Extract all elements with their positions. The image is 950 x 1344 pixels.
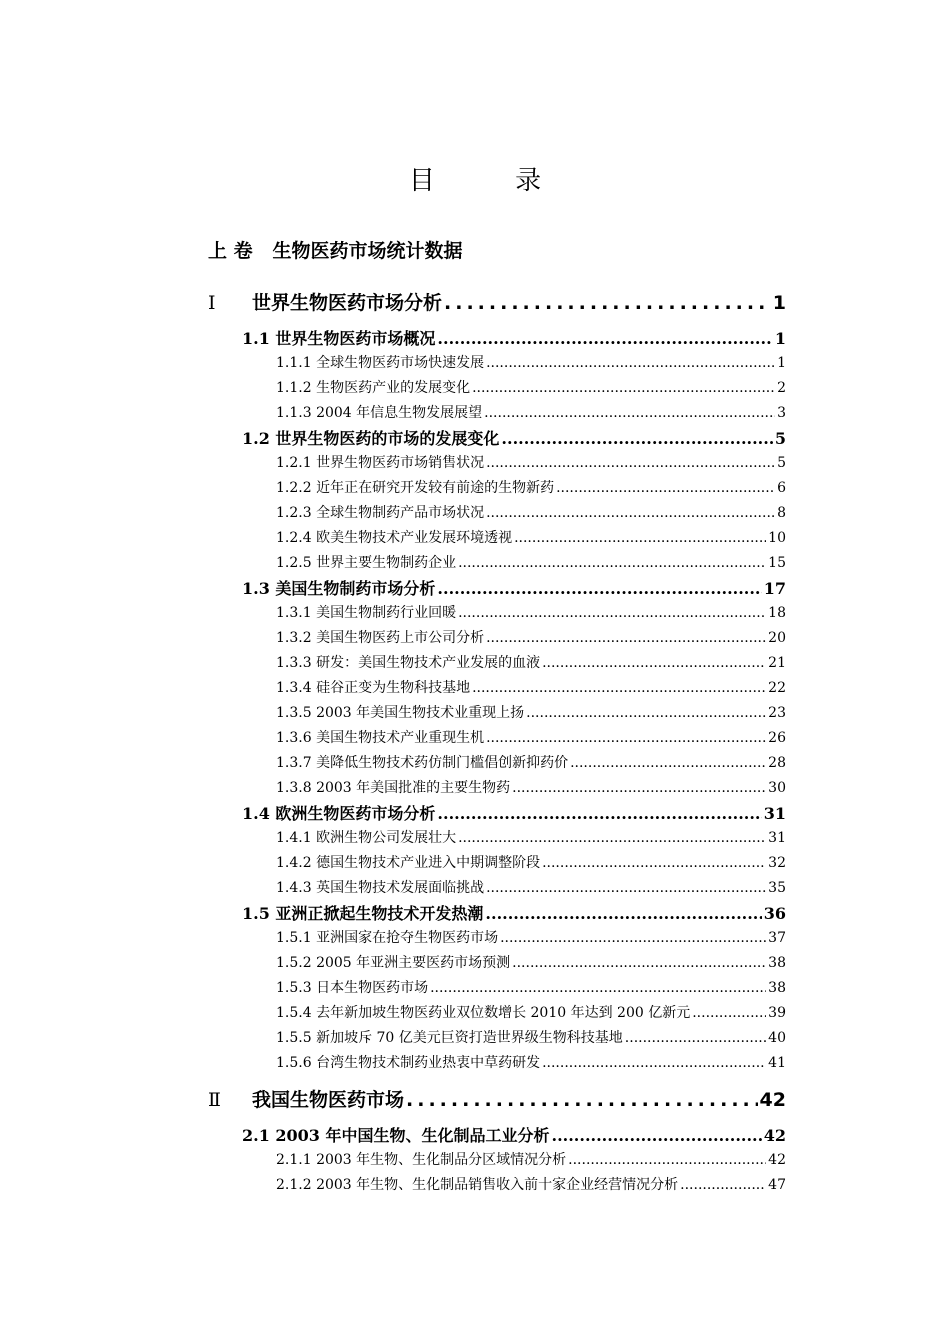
leader-dots [430, 980, 766, 996]
toc-section-label: 2.1 2003 年中国生物、生化制品工业分析 [242, 1126, 550, 1145]
toc-item[interactable] [276, 877, 786, 897]
toc-item-label: 2.1.2 2003 年生物、生化制品销售收入前十家企业经营情况分析 [276, 1177, 679, 1193]
toc-section-page: 5 [774, 429, 786, 448]
toc-item-page: 21 [768, 655, 786, 671]
toc-item-page: 38 [768, 980, 786, 996]
toc-section-label: 1.3 美国生物制药市场分析 [242, 579, 436, 598]
volume-heading: 上 卷 生物医药市场统计数据 [208, 240, 463, 262]
toc-item-label: 1.3.6 美国生物技术产业重现生机 [276, 730, 485, 746]
toc-section-page: 36 [763, 904, 786, 923]
toc-item-label: 1.2.3 全球生物制药产品市场状况 [276, 505, 485, 521]
toc-item[interactable] [276, 752, 786, 772]
toc-item-page: 2 [777, 380, 786, 396]
toc-section-label: 1.1 世界生物医药市场概况 [242, 329, 436, 348]
toc-item[interactable] [276, 727, 786, 747]
toc-chapter-label: Ⅰ 世界生物医药市场分析 [208, 292, 443, 314]
toc-item[interactable] [276, 927, 786, 947]
toc-section-label: 1.5 亚洲正掀起生物技术开发热潮 [242, 904, 484, 923]
toc-section-label: 1.4 欧洲生物医药市场分析 [242, 804, 436, 823]
toc-item-label: 1.2.5 世界主要生物制药企业 [276, 555, 457, 571]
toc-section-page: 17 [763, 579, 786, 598]
toc-item-label: 1.3.7 美降低生物技术药仿制门槛倡创新抑药价 [276, 755, 569, 771]
leader-dots [542, 855, 766, 871]
toc-item-label: 1.1.1 全球生物医药市场快速发展 [276, 355, 485, 371]
toc-item-page: 10 [768, 530, 786, 546]
toc-item-page: 23 [768, 705, 786, 721]
toc-section-page: 1 [774, 329, 786, 348]
leader-dots [542, 655, 766, 671]
toc-section[interactable] [242, 901, 786, 924]
toc-item-page: 32 [768, 855, 786, 871]
toc-item[interactable] [276, 477, 786, 497]
leader-dots [458, 830, 766, 846]
toc-item[interactable] [276, 402, 786, 422]
toc-item-page: 42 [768, 1152, 786, 1168]
toc-item-page: 22 [768, 680, 786, 696]
toc-section-page: 42 [763, 1126, 786, 1145]
toc-item-page: 30 [768, 780, 786, 796]
leader-dots [486, 505, 775, 521]
toc-section[interactable] [242, 576, 786, 599]
toc-item-page: 18 [768, 605, 786, 621]
toc-item-label: 1.2.4 欧美生物技术产业发展环境透视 [276, 530, 513, 546]
toc-item-label: 1.5.2 2005 年亚洲主要医药市场预测 [276, 955, 511, 971]
toc-item-page: 40 [768, 1030, 786, 1046]
toc-chapter-label: Ⅱ 我国生物医药市场 [208, 1089, 405, 1111]
toc-item-page: 6 [777, 480, 786, 496]
toc-item-label: 1.4.1 欧洲生物公司发展壮大 [276, 830, 457, 846]
leader-dots [472, 380, 775, 396]
toc-item-page: 3 [777, 405, 786, 421]
toc-item-label: 1.3.2 美国生物医药上市公司分析 [276, 630, 485, 646]
leader-dots [514, 530, 766, 546]
toc-item[interactable] [276, 677, 786, 697]
leader-dots [485, 904, 761, 923]
leader-dots [458, 555, 766, 571]
toc-item-page: 20 [768, 630, 786, 646]
leader-dots [444, 292, 771, 314]
toc-item-page: 47 [768, 1177, 786, 1193]
toc-item[interactable] [276, 527, 786, 547]
leader-dots [526, 705, 766, 721]
leader-dots [568, 1152, 766, 1168]
leader-dots [500, 930, 766, 946]
toc-item-label: 1.5.3 日本生物医药市场 [276, 980, 429, 996]
toc-item[interactable] [276, 652, 786, 672]
leader-dots [570, 755, 766, 771]
toc-item-label: 1.5.5 新加坡斥 70 亿美元巨资打造世界级生物科技基地 [276, 1030, 623, 1046]
toc-item-page: 26 [768, 730, 786, 746]
toc-item-label: 1.5.1 亚洲国家在抢夺生物医药市场 [276, 930, 499, 946]
toc-item-label: 1.5.6 台湾生物技术制药业热衷中草药研发 [276, 1055, 541, 1071]
toc-item-page: 37 [768, 930, 786, 946]
toc-item[interactable] [276, 702, 786, 722]
toc-item[interactable] [276, 852, 786, 872]
toc-item-label: 1.1.3 2004 年信息生物发展展望 [276, 405, 483, 421]
toc-item-label: 2.1.1 2003 年生物、生化制品分区域情况分析 [276, 1152, 567, 1168]
toc-item-page: 1 [777, 355, 786, 371]
toc-item[interactable] [276, 377, 786, 397]
chapter-numeral: Ⅰ [208, 292, 216, 314]
leader-dots [680, 1177, 766, 1193]
toc-item-label: 1.3.1 美国生物制药行业回暖 [276, 605, 457, 621]
toc-item-label: 1.2.1 世界生物医药市场销售状况 [276, 455, 485, 471]
leader-dots [484, 405, 775, 421]
toc-item-label: 1.4.3 英国生物技术发展面临挑战 [276, 880, 485, 896]
leader-dots [625, 1030, 766, 1046]
toc-item[interactable] [276, 1052, 786, 1072]
toc-section[interactable] [242, 1123, 786, 1146]
toc-item-page: 31 [768, 830, 786, 846]
toc-item-label: 1.3.5 2003 年美国生物技术业重现上扬 [276, 705, 525, 721]
toc-item-label: 1.3.3 研发：美国生物技术产业发展的血液 [276, 655, 541, 671]
chapter-numeral: Ⅱ [208, 1089, 221, 1111]
leader-dots [472, 680, 766, 696]
toc-item-page: 38 [768, 955, 786, 971]
toc-section[interactable] [242, 426, 786, 449]
leader-dots [486, 455, 775, 471]
toc-item[interactable] [276, 502, 786, 522]
leader-dots [486, 880, 766, 896]
toc-item-page: 35 [768, 880, 786, 896]
toc-item[interactable] [276, 627, 786, 647]
toc-chapter-page: 1 [772, 292, 786, 314]
leader-dots [542, 1055, 766, 1071]
toc-item[interactable] [276, 777, 786, 797]
toc-item[interactable] [276, 602, 786, 622]
leader-dots [437, 329, 772, 348]
page-title: 目 录 [408, 166, 578, 196]
leader-dots [486, 730, 766, 746]
toc-chapter[interactable] [208, 1085, 786, 1112]
leader-dots [486, 355, 775, 371]
leader-dots [501, 429, 772, 448]
toc-item-page: 8 [777, 505, 786, 521]
toc-item[interactable] [276, 827, 786, 847]
toc-item-label: 1.3.8 2003 年美国批准的主要生物药 [276, 780, 511, 796]
leader-dots [437, 579, 761, 598]
toc-item-page: 5 [777, 455, 786, 471]
toc-item-page: 15 [768, 555, 786, 571]
toc-item[interactable] [276, 1002, 786, 1022]
toc-section-page: 31 [763, 804, 786, 823]
toc-item[interactable] [276, 977, 786, 997]
toc-item[interactable] [276, 1149, 786, 1169]
toc-item[interactable] [276, 1027, 786, 1047]
toc-item[interactable] [276, 352, 786, 372]
leader-dots [512, 780, 766, 796]
toc-section[interactable] [242, 326, 786, 349]
toc-item-label: 1.3.4 硅谷正变为生物科技基地 [276, 680, 471, 696]
toc-item[interactable] [276, 552, 786, 572]
toc-item-page: 41 [768, 1055, 786, 1071]
toc-item[interactable] [276, 952, 786, 972]
leader-dots [692, 1005, 766, 1021]
toc-item-page: 39 [768, 1005, 786, 1021]
toc-chapter-page: 42 [759, 1089, 786, 1111]
leader-dots [437, 804, 761, 823]
toc-item-label: 1.1.2 生物医药产业的发展变化 [276, 380, 471, 396]
toc-item[interactable] [276, 1174, 786, 1194]
toc-item[interactable] [276, 452, 786, 472]
toc-item-label: 1.5.4 去年新加坡生物医药业双位数增长 2010 年达到 200 亿新元 [276, 1005, 691, 1021]
toc-item-label: 1.4.2 德国生物技术产业进入中期调整阶段 [276, 855, 541, 871]
toc-item-label: 1.2.2 近年正在研究开发较有前途的生物新药 [276, 480, 555, 496]
leader-dots [486, 630, 766, 646]
leader-dots [406, 1089, 758, 1111]
leader-dots [556, 480, 775, 496]
toc-section-label: 1.2 世界生物医药的市场的发展变化 [242, 429, 500, 448]
leader-dots [458, 605, 766, 621]
toc-item-page: 28 [768, 755, 786, 771]
toc-chapter[interactable] [208, 288, 786, 315]
leader-dots [512, 955, 766, 971]
toc-section[interactable] [242, 801, 786, 824]
leader-dots [552, 1126, 762, 1145]
